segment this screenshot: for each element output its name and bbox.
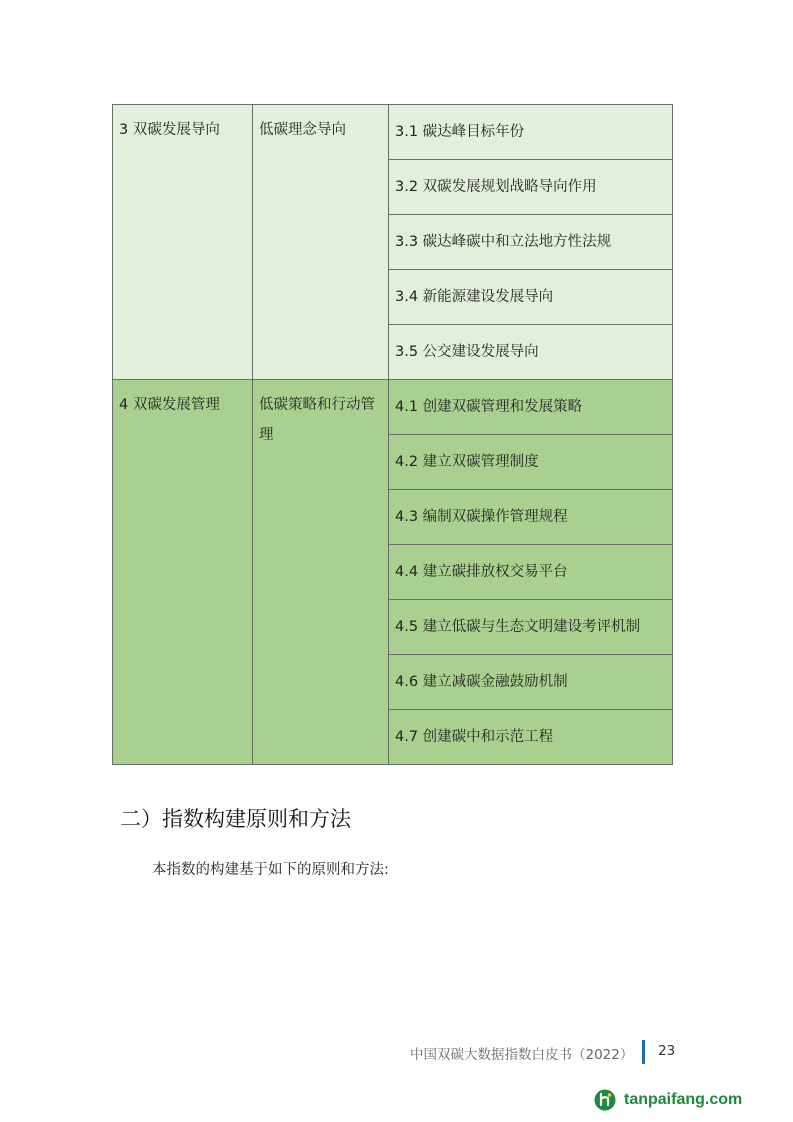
page-number: 23 xyxy=(658,1043,676,1059)
watermark-brand[interactable] xyxy=(594,1089,742,1111)
indicator-cell: 3.1 碳达峰目标年份 xyxy=(389,105,673,160)
table-row xyxy=(113,105,673,160)
section-heading: 二）指数构建原则和方法 xyxy=(120,807,351,831)
footer-divider xyxy=(642,1040,645,1064)
indicator-cell: 4.5 建立低碳与生态文明建设考评机制 xyxy=(389,600,673,655)
indicator-cell: 3.2 双碳发展规划战略导向作用 xyxy=(389,160,673,215)
tanpaifang-logo-icon xyxy=(594,1089,616,1111)
indicator-cell: 3.5 公交建设发展导向 xyxy=(389,325,673,380)
indicator-cell: 4.1 创建双碳管理和发展策略 xyxy=(389,380,673,435)
indicator-cell: 4.3 编制双碳操作管理规程 xyxy=(389,490,673,545)
indicator-cell: 4.4 建立碳排放权交易平台 xyxy=(389,545,673,600)
category-cell: 低碳理念导向 xyxy=(253,105,389,380)
index-table xyxy=(112,104,673,765)
indicator-cell: 4.2 建立双碳管理制度 xyxy=(389,435,673,490)
dimension-cell: 3 双碳发展导向 xyxy=(113,105,253,380)
indicator-cell: 4.6 建立减碳金融鼓励机制 xyxy=(389,655,673,710)
brand-text: tanpaifang.com xyxy=(624,1091,743,1108)
indicator-cell: 3.3 碳达峰碳中和立法地方性法规 xyxy=(389,215,673,270)
section-intro: 本指数的构建基于如下的原则和方法: xyxy=(152,862,389,878)
indicator-cell: 3.4 新能源建设发展导向 xyxy=(389,270,673,325)
footer-doc-title: 中国双碳大数据指数白皮书（2022） xyxy=(410,1047,634,1063)
indicator-cell: 4.7 创建碳中和示范工程 xyxy=(389,710,673,765)
category-cell: 低碳策略和行动管理 xyxy=(253,380,389,765)
table-row xyxy=(113,380,673,435)
dimension-cell: 4 双碳发展管理 xyxy=(113,380,253,765)
